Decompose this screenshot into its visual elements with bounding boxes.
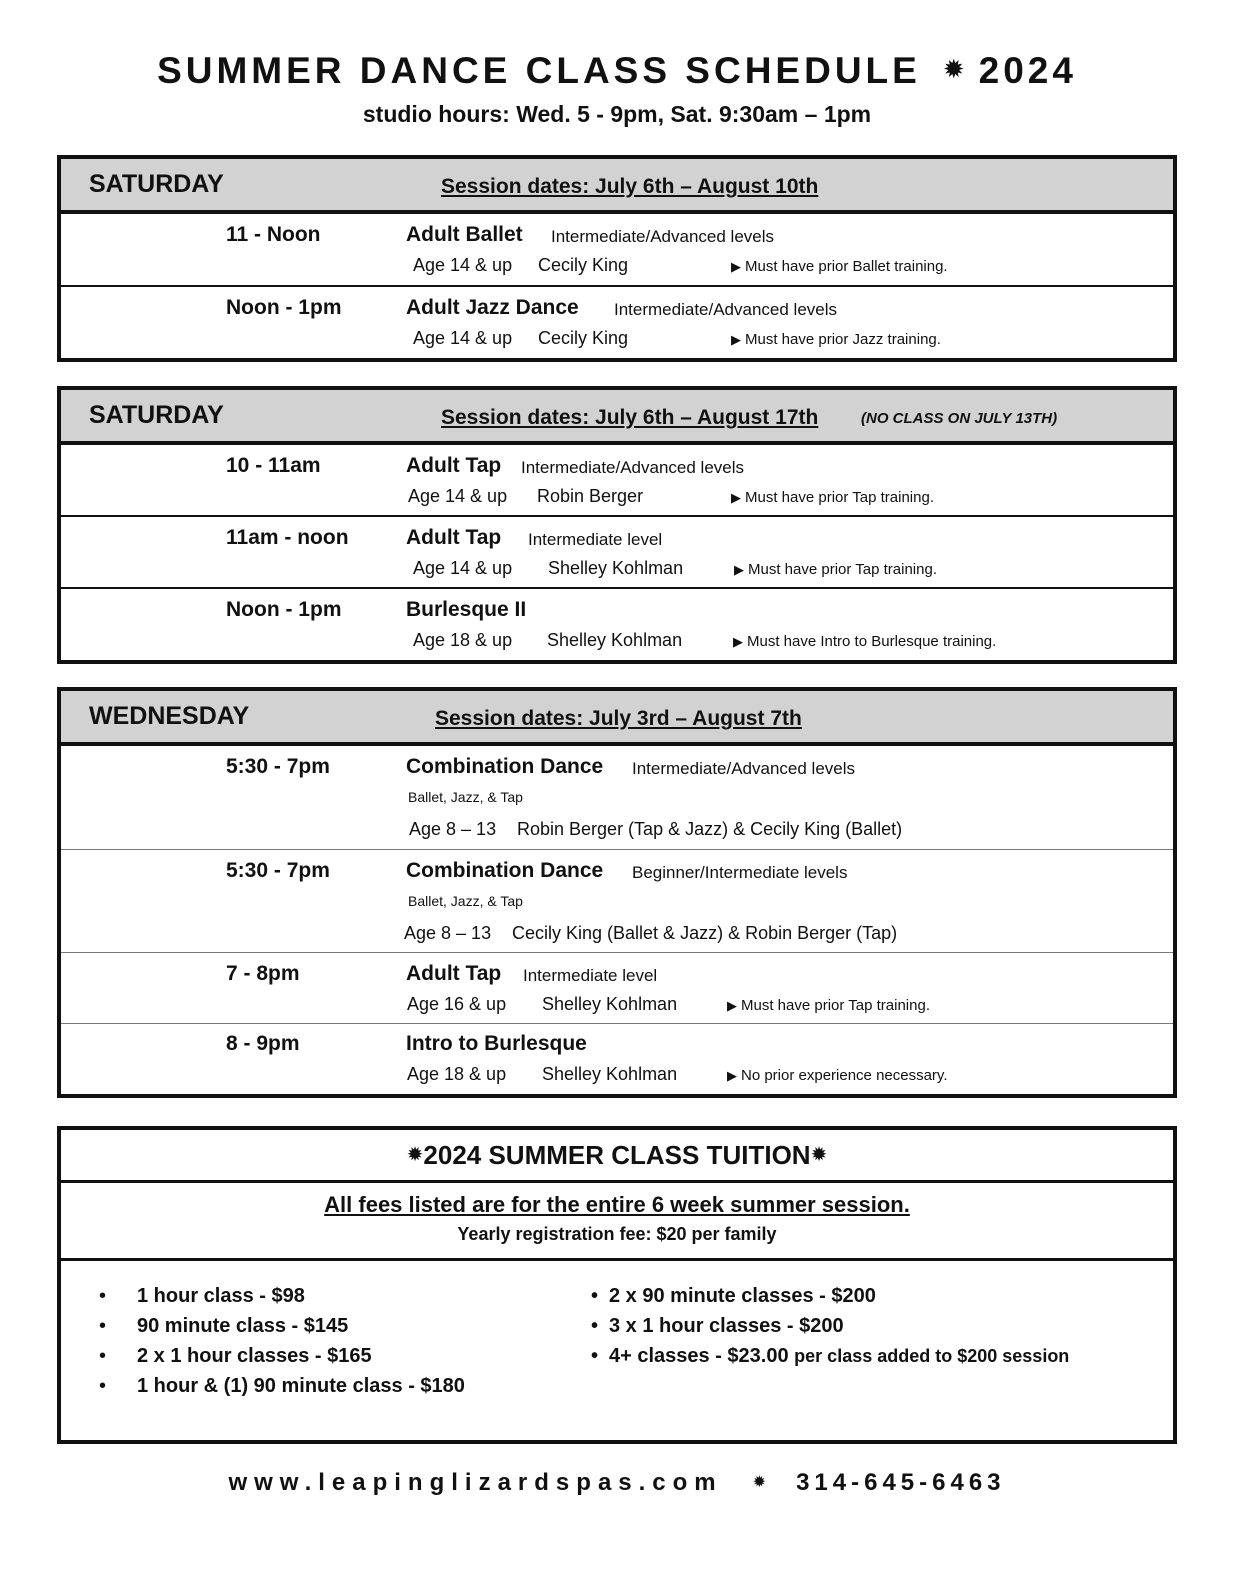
starburst-icon: ✹	[942, 54, 965, 84]
class-level: Intermediate/Advanced levels	[551, 227, 775, 246]
class-name: Adult Ballet	[406, 223, 523, 246]
price-item-suffix: per class added to $200 session	[794, 1346, 1070, 1366]
class-requirement: ▶ Must have prior Tap training.	[731, 489, 934, 506]
class-row	[61, 1024, 1173, 1094]
price-item: • 2 x 90 minute classes - $200	[591, 1285, 1069, 1315]
arrow-right-icon: ▶	[727, 998, 737, 1013]
class-time: 10 - 11am	[226, 454, 321, 477]
class-row	[61, 850, 1173, 953]
class-level: Intermediate/Advanced levels	[632, 759, 856, 778]
class-time: Noon - 1pm	[226, 598, 342, 621]
class-row	[61, 287, 1173, 358]
class-row	[61, 589, 1173, 660]
class-age: Age 18 & up	[413, 630, 513, 650]
tuition-section	[57, 1126, 1177, 1444]
class-age: Age 8 – 13	[404, 923, 492, 943]
class-level: Intermediate level	[523, 966, 658, 985]
class-time: 7 - 8pm	[226, 962, 300, 985]
class-name: Adult Tap	[406, 526, 502, 549]
session-dates: Session dates: July 6th – August 17th	[441, 406, 819, 429]
class-row	[61, 445, 1173, 517]
tuition-notes	[61, 1183, 1173, 1261]
schedule-section-saturday-1	[57, 155, 1177, 362]
class-teacher: Robin Berger	[537, 486, 644, 506]
section-header	[61, 390, 1173, 445]
price-item: • 90 minute class - $145	[99, 1315, 465, 1345]
class-level: Intermediate/Advanced levels	[614, 300, 838, 319]
class-teacher: Cecily King	[538, 328, 629, 348]
class-time: 8 - 9pm	[226, 1032, 300, 1055]
price-item-main: 4+ classes - $23.00	[609, 1345, 789, 1367]
class-time: 11 - Noon	[226, 223, 321, 246]
registration-fee: Yearly registration fee: $20 per family	[457, 1224, 777, 1244]
class-teacher: Cecily King	[538, 255, 629, 275]
starburst-icon: ✹	[810, 1144, 828, 1166]
class-name: Burlesque II	[406, 598, 527, 621]
class-name: Combination Dance	[406, 859, 604, 882]
class-name: Adult Jazz Dance	[406, 296, 579, 319]
class-age: Age 14 & up	[413, 558, 513, 578]
starburst-icon: ✹	[406, 1144, 424, 1166]
arrow-right-icon: ▶	[731, 259, 741, 274]
class-time: 5:30 - 7pm	[226, 859, 330, 882]
class-name: Intro to Burlesque	[406, 1032, 587, 1055]
class-teacher: Shelley Kohlman	[547, 630, 683, 650]
price-list-left	[99, 1285, 465, 1405]
schedule-section-saturday-2	[57, 386, 1177, 664]
footer-contact	[0, 1469, 1234, 1497]
class-row	[61, 953, 1173, 1024]
price-item	[591, 1345, 1069, 1375]
arrow-right-icon: ▶	[733, 634, 743, 649]
class-row	[61, 214, 1173, 287]
class-requirement: ▶ No prior experience necessary.	[727, 1067, 948, 1084]
price-item: • 1 hour class - $98	[99, 1285, 465, 1315]
class-level: Intermediate/Advanced levels	[521, 458, 745, 477]
class-age: Age 14 & up	[413, 328, 513, 348]
class-teacher: Cecily King (Ballet & Jazz) & Robin Berger (Tap)	[512, 923, 898, 943]
class-row	[61, 517, 1173, 589]
class-teacher: Shelley Kohlman	[542, 1064, 678, 1084]
class-age: Age 16 & up	[407, 994, 507, 1014]
class-styles: Ballet, Jazz, & Tap	[408, 893, 523, 909]
starburst-icon: ✹	[752, 1474, 767, 1491]
arrow-right-icon: ▶	[727, 1068, 737, 1083]
class-name: Adult Tap	[406, 454, 502, 477]
price-item: • 1 hour & (1) 90 minute class - $180	[99, 1375, 465, 1405]
class-time: 11am - noon	[226, 526, 349, 549]
session-dates: Session dates: July 3rd – August 7th	[435, 707, 802, 730]
arrow-right-icon: ▶	[734, 562, 744, 577]
fees-note: All fees listed are for the entire 6 week summer session.	[324, 1192, 910, 1217]
class-level: Intermediate level	[528, 530, 663, 549]
schedule-section-wednesday	[57, 687, 1177, 1098]
price-list-right	[591, 1285, 1069, 1375]
class-time: 5:30 - 7pm	[226, 755, 330, 778]
class-requirement: ▶ Must have prior Ballet training.	[731, 258, 948, 275]
class-age: Age 18 & up	[407, 1064, 507, 1084]
arrow-right-icon: ▶	[731, 490, 741, 505]
session-dates: Session dates: July 6th – August 10th	[441, 175, 819, 198]
class-age: Age 14 & up	[408, 486, 508, 506]
section-header	[61, 159, 1173, 214]
class-requirement: ▶ Must have prior Tap training.	[727, 997, 930, 1014]
class-age: Age 8 – 13	[409, 819, 497, 839]
price-item: • 2 x 1 hour classes - $165	[99, 1345, 465, 1375]
class-styles: Ballet, Jazz, & Tap	[408, 789, 523, 805]
page-title	[0, 50, 1234, 92]
title-text: SUMMER DANCE CLASS SCHEDULE	[157, 50, 921, 91]
class-teacher: Robin Berger (Tap & Jazz) & Cecily King (Ballet)	[517, 819, 903, 839]
tuition-heading	[61, 1130, 1173, 1183]
section-day: SATURDAY	[89, 170, 224, 198]
class-time: Noon - 1pm	[226, 296, 342, 319]
arrow-right-icon: ▶	[731, 332, 741, 347]
section-day: SATURDAY	[89, 401, 224, 429]
class-requirement: ▶ Must have Intro to Burlesque training.	[733, 633, 997, 650]
class-name: Adult Tap	[406, 962, 502, 985]
class-row	[61, 746, 1173, 850]
website-link[interactable]: www.leapinglizardspas.com	[228, 1469, 723, 1496]
class-name: Combination Dance	[406, 755, 604, 778]
class-requirement: ▶ Must have prior Tap training.	[734, 561, 937, 578]
class-age: Age 14 & up	[413, 255, 513, 275]
class-requirement: ▶ Must have prior Jazz training.	[731, 331, 941, 348]
price-item: • 3 x 1 hour classes - $200	[591, 1315, 1069, 1345]
section-header	[61, 691, 1173, 746]
title-year: 2024	[978, 50, 1077, 91]
no-class-note: (NO CLASS ON JULY 13TH)	[861, 410, 1058, 427]
tuition-heading-text: 2024 SUMMER CLASS TUITION	[423, 1140, 811, 1170]
section-day: WEDNESDAY	[89, 702, 250, 730]
class-teacher: Shelley Kohlman	[542, 994, 678, 1014]
class-teacher: Shelley Kohlman	[548, 558, 684, 578]
class-level: Beginner/Intermediate levels	[632, 863, 848, 882]
phone-number[interactable]: 314-645-6463	[796, 1469, 1006, 1496]
studio-hours: studio hours: Wed. 5 - 9pm, Sat. 9:30am – 1pm	[362, 101, 872, 127]
